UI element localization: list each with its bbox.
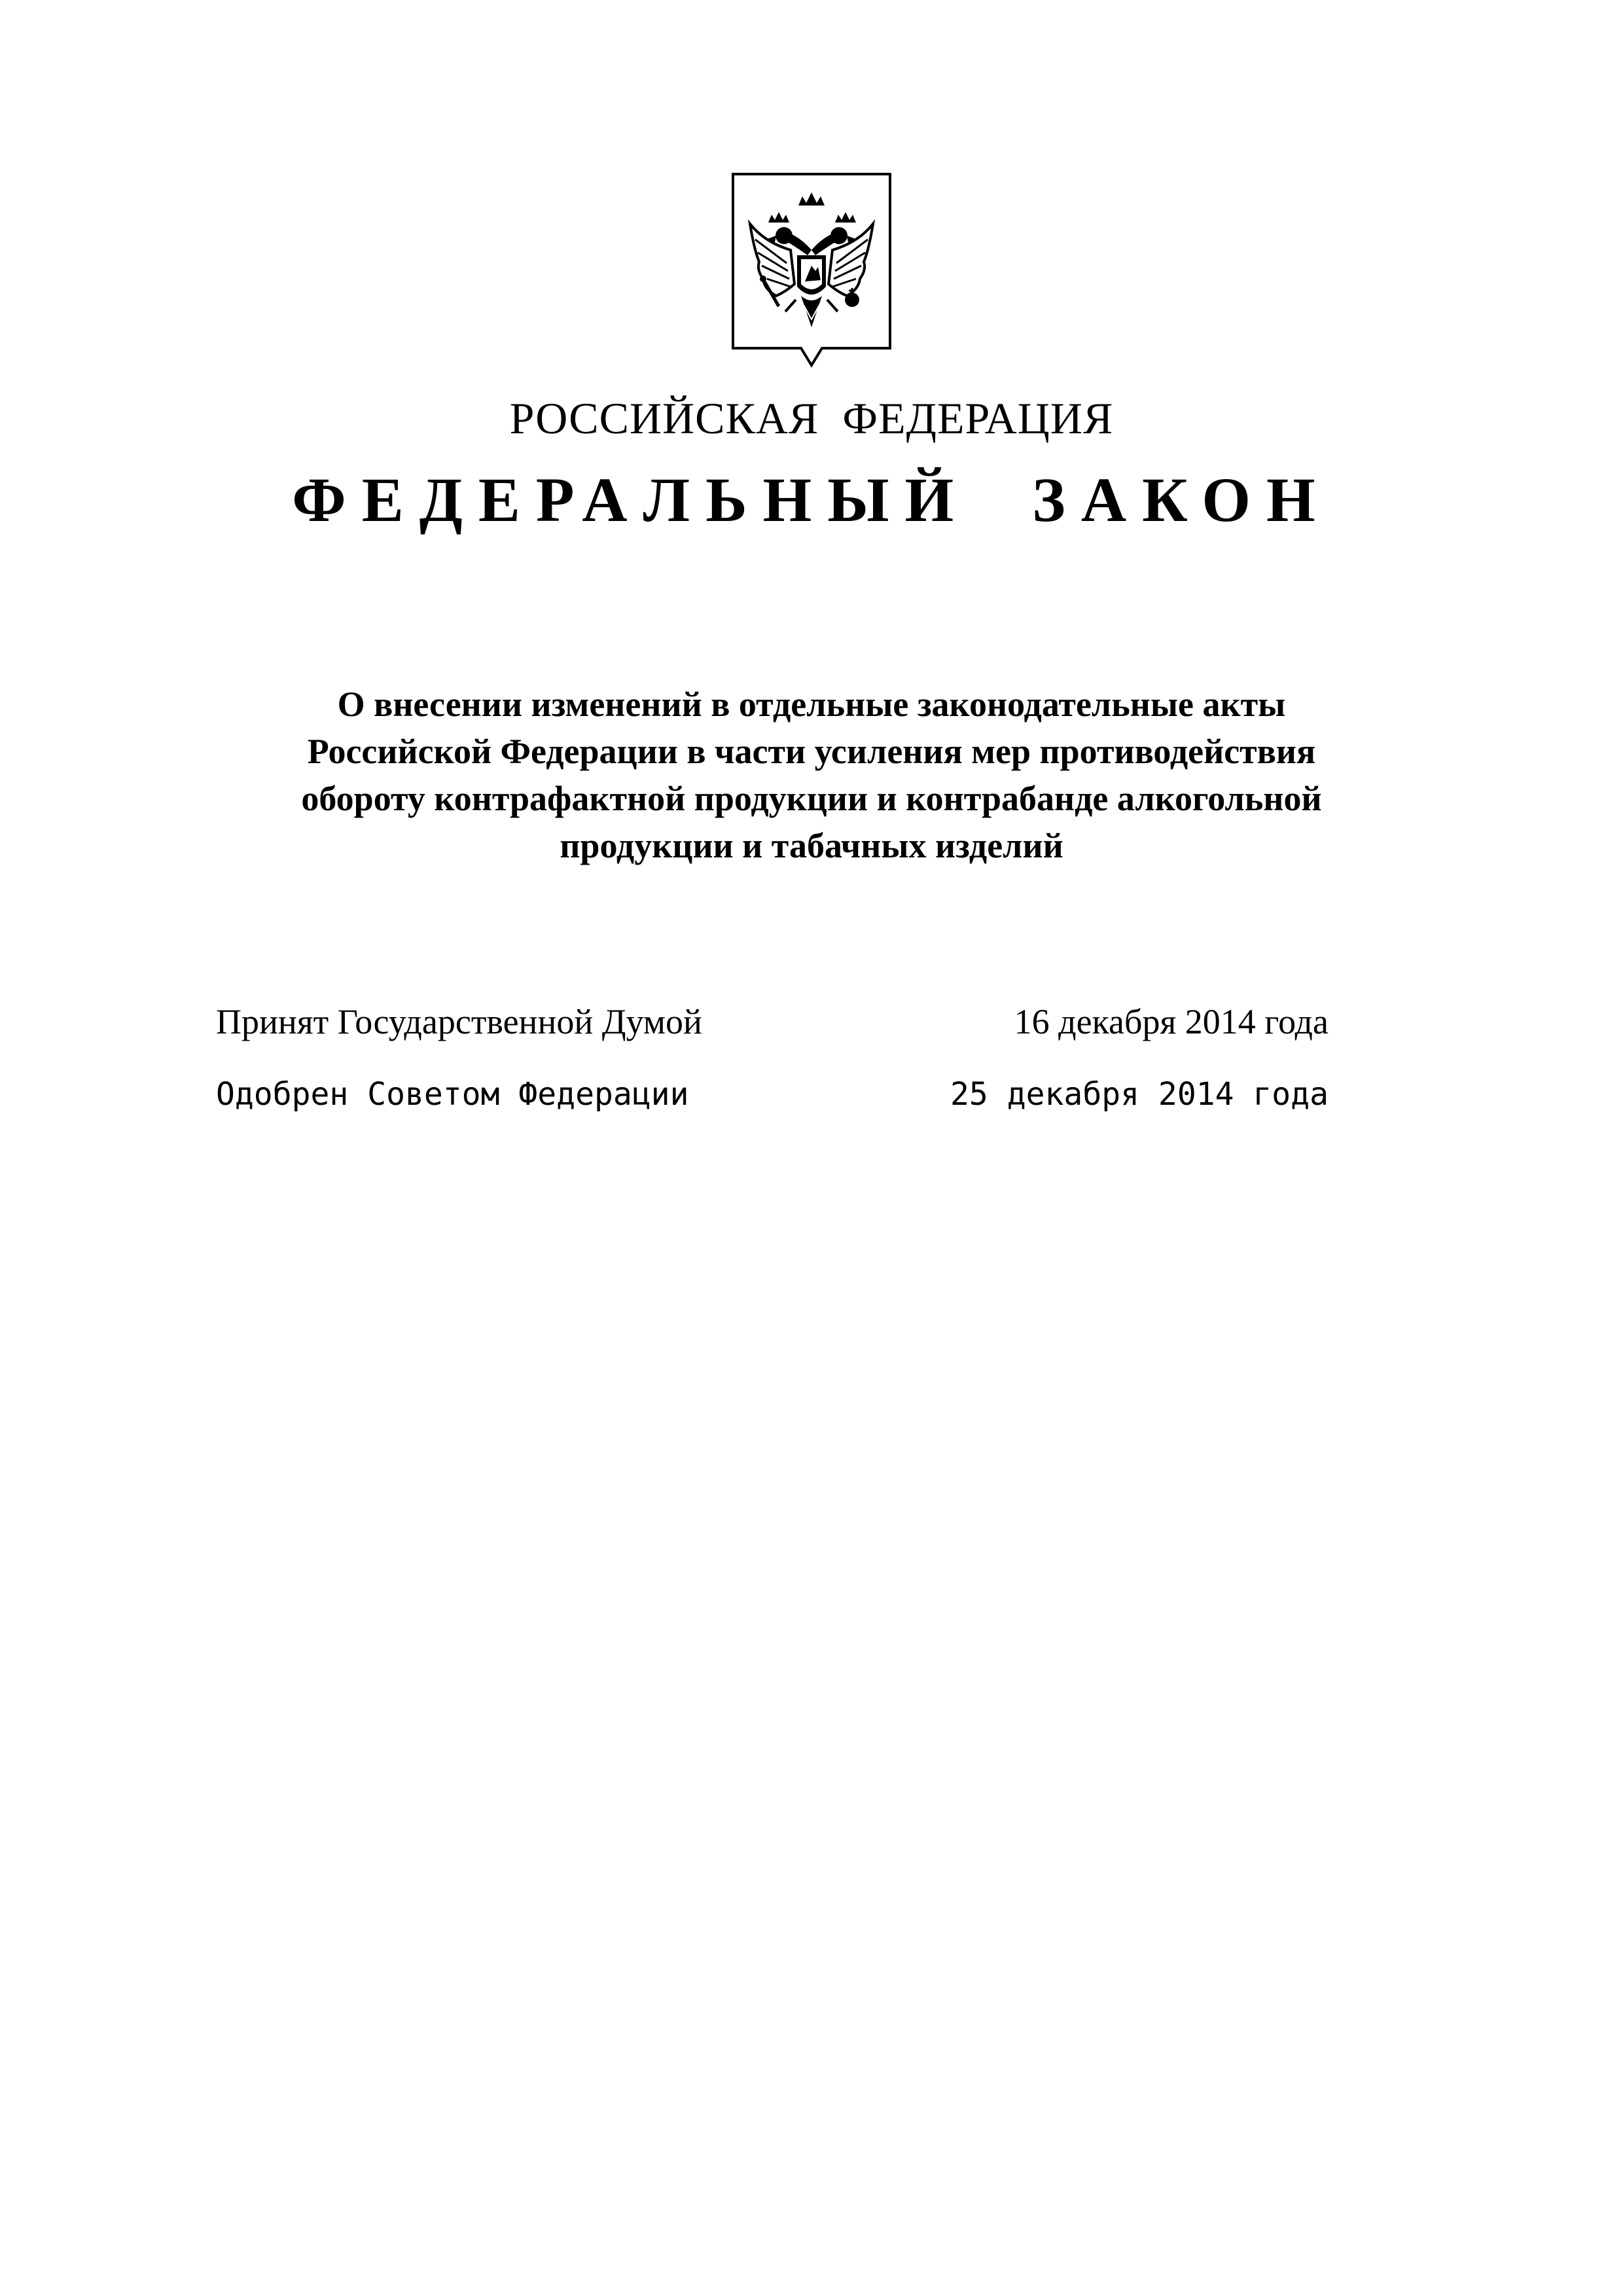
duma-adoption-label: Принят Государственной Думой	[216, 1002, 702, 1041]
law-title-line: продукции и табачных изделий	[560, 826, 1063, 865]
document-type: ФЕДЕРАЛЬНЫЙ ЗАКОН	[292, 465, 1331, 535]
council-approval-label: Одобрен Советом Федерации	[216, 1076, 689, 1113]
law-title	[157, 681, 1466, 869]
duma-adoption-date: 16 декабря 2014 года	[1014, 1002, 1329, 1041]
coat-of-arms-emblem	[730, 171, 893, 369]
law-title-line: О внесении изменений в отдельные законодательные акты	[337, 685, 1286, 724]
country-name: РОССИЙСКАЯ ФЕДЕРАЦИЯ	[509, 393, 1114, 443]
law-title-line: Российской Федерации в части усиления мер противодействия	[307, 732, 1316, 771]
council-approval-date: 25 декабря 2014 года	[950, 1076, 1329, 1113]
law-title-line: обороту контрафактной продукции и контрабанде алкогольной	[301, 779, 1322, 818]
